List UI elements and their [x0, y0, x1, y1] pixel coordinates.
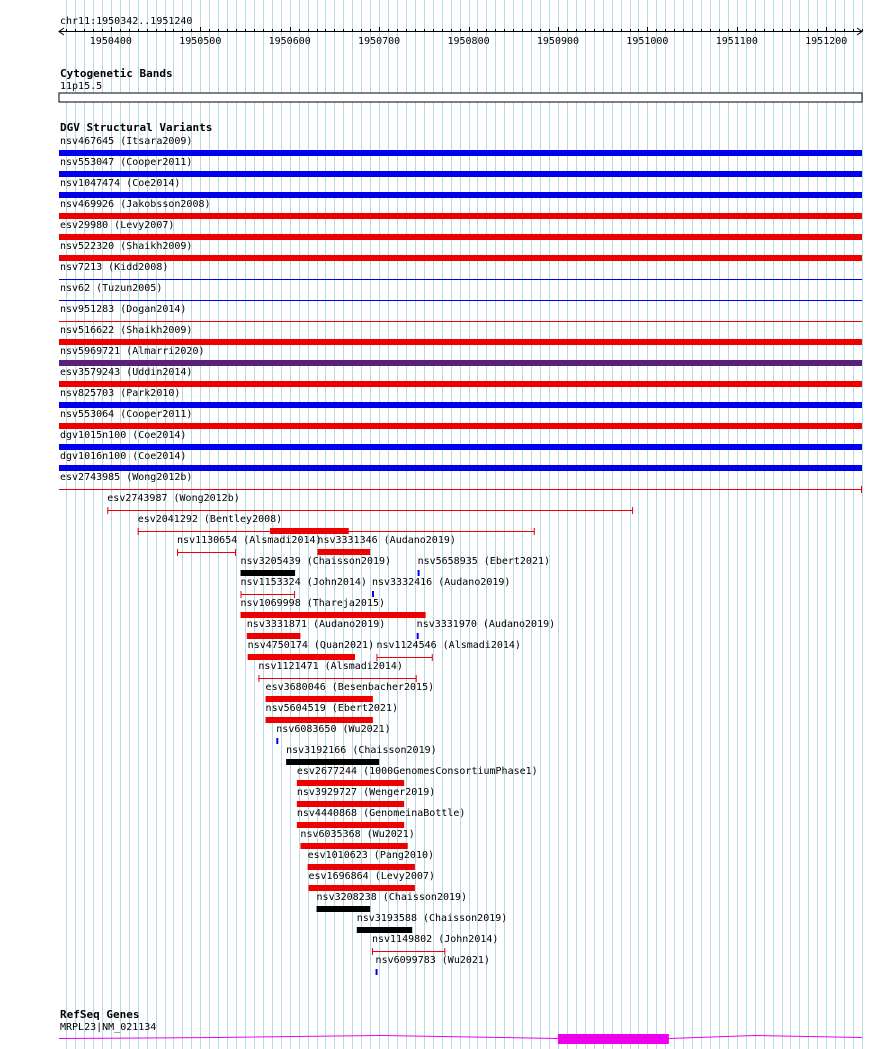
dgv-feature-label: nsv516622 (Shaikh2009)	[60, 325, 193, 336]
dgv-feature-bar[interactable]	[59, 171, 862, 177]
dgv-feature-bar[interactable]	[59, 381, 862, 387]
dgv-feature[interactable]	[418, 556, 550, 576]
dgv-feature-label: nsv553047 (Cooper2011)	[60, 157, 193, 168]
dgv-feature-label: nsv62 (Tuzun2005)	[60, 283, 163, 294]
dgv-feature-bar[interactable]	[59, 444, 862, 450]
dgv-feature-bar[interactable]	[59, 234, 862, 240]
dgv-feature-bar[interactable]	[276, 738, 278, 744]
dgv-feature[interactable]	[247, 619, 385, 639]
ruler-tick-label: 1950500	[179, 36, 222, 47]
dgv-feature[interactable]	[266, 682, 435, 702]
dgv-feature-label: nsv553064 (Cooper2011)	[60, 409, 193, 420]
position-label: chr11:1950342..1951240	[60, 16, 193, 27]
dgv-feature-label: nsv5604519 (Ebert2021)	[265, 703, 399, 714]
dgv-feature-bar[interactable]	[59, 213, 862, 219]
dgv-feature-bar[interactable]	[418, 570, 420, 576]
dgv-feature-bar[interactable]	[59, 423, 862, 429]
dgv-feature[interactable]	[357, 913, 508, 933]
dgv-feature[interactable]	[372, 577, 510, 597]
dgv-feature-bar[interactable]	[297, 780, 404, 786]
dgv-feature[interactable]	[297, 808, 466, 828]
dgv-feature-label: dgv1015n100 (Coe2014)	[60, 430, 187, 441]
dgv-feature[interactable]	[248, 640, 374, 660]
dgv-feature-label: esv1010623 (Pang2010)	[307, 850, 435, 861]
dgv-feature[interactable]	[317, 535, 455, 555]
cytoband-track-title: Cytogenetic Bands	[60, 67, 173, 80]
dgv-feature-label: esv3579243 (Uddin2014)	[60, 367, 193, 378]
dgv-feature-label: esv1696864 (Levy2007)	[308, 871, 435, 882]
ruler-axis	[59, 27, 863, 47]
dgv-feature-bar[interactable]	[248, 654, 355, 660]
dgv-feature[interactable]	[241, 556, 392, 576]
dgv-feature[interactable]	[317, 892, 468, 912]
dgv-feature-bar[interactable]	[266, 717, 373, 723]
dgv-feature-label: nsv6083650 (Wu2021)	[276, 724, 391, 735]
dgv-feature-label: nsv1124546 (Alsmadi2014)	[376, 640, 521, 651]
dgv-feature-label: nsv3332416 (Audano2019)	[371, 577, 511, 588]
dgv-feature-bar[interactable]	[59, 255, 862, 261]
dgv-feature[interactable]	[241, 577, 367, 598]
dgv-feature-label: nsv469926 (Jakobsson2008)	[60, 199, 211, 210]
dgv-feature-bar[interactable]	[59, 192, 862, 198]
dgv-feature-bar[interactable]	[59, 150, 862, 156]
dgv-feature-bar[interactable]	[59, 339, 862, 345]
dgv-feature[interactable]	[297, 766, 538, 786]
dgv-feature-bar[interactable]	[59, 465, 862, 471]
dgv-feature-label: nsv825703 (Park2010)	[60, 388, 181, 399]
dgv-feature-label: nsv1130654 (Alsmadi2014)	[177, 535, 322, 546]
dgv-feature-label: esv2743985 (Wong2012b)	[60, 472, 193, 483]
dgv-feature-bar[interactable]	[372, 591, 374, 597]
ruler-tick-label: 1950600	[268, 36, 311, 47]
dgv-feature-label: nsv951283 (Dogan2014)	[60, 304, 187, 315]
ruler-tick-label: 1951100	[715, 36, 758, 47]
dgv-feature-label: esv2743987 (Wong2012b)	[107, 493, 240, 504]
dgv-feature-label: nsv3331871 (Audano2019)	[246, 619, 386, 630]
dgv-feature-label: nsv1121471 (Alsmadi2014)	[258, 661, 403, 672]
refseq-track-title: RefSeq Genes	[60, 1008, 140, 1021]
ruler-tick-label: 1951000	[626, 36, 669, 47]
dgv-feature-bar[interactable]	[308, 885, 414, 891]
dgv-feature-label: nsv6035368 (Wu2021)	[300, 829, 415, 840]
dgv-feature-label: esv29980 (Levy2007)	[60, 220, 175, 231]
cytoband-name: 11p15.5	[60, 81, 103, 92]
ruler-tick-label: 1950400	[89, 36, 132, 47]
dgv-feature-label: nsv7213 (Kidd2008)	[60, 262, 169, 273]
dgv-feature[interactable]	[376, 955, 490, 975]
ruler-tick-label: 1950700	[358, 36, 401, 47]
dgv-feature-label: nsv3331970 (Audano2019)	[416, 619, 556, 630]
dgv-feature-label: nsv5658935 (Ebert2021)	[417, 556, 551, 567]
dgv-feature-label: nsv467645 (Itsara2009)	[60, 136, 193, 147]
ruler-tick-label: 1950900	[536, 36, 580, 47]
dgv-feature-label: nsv1069998 (Thareja2015)	[240, 598, 386, 609]
dgv-feature-bar[interactable]	[300, 843, 407, 849]
dgv-feature-bar[interactable]	[247, 633, 301, 639]
dgv-feature[interactable]	[417, 619, 555, 639]
dgv-feature-bar[interactable]	[297, 801, 404, 807]
dgv-feature[interactable]	[258, 661, 416, 682]
dgv-feature-label: nsv3929727 (Wenger2019)	[296, 787, 436, 798]
dgv-feature-bar[interactable]	[59, 360, 862, 366]
dgv-feature-bar[interactable]	[266, 696, 373, 702]
cytoband-bar[interactable]	[59, 93, 862, 102]
dgv-track-title: DGV Structural Variants	[60, 121, 213, 134]
dgv-feature-label: nsv4750174 (Quan2021)	[247, 640, 375, 651]
ruler-tick-label: 1951200	[805, 36, 848, 47]
dgv-feature-label: nsv3192166 (Chaisson2019)	[286, 745, 437, 756]
dgv-feature-label: nsv522320 (Shaikh2009)	[60, 241, 193, 252]
dgv-feature-bar[interactable]	[241, 612, 426, 618]
dgv-feature-bar[interactable]	[270, 528, 349, 534]
dgv-feature-label: nsv3331346 (Audano2019)	[317, 535, 456, 546]
dgv-feature-label: nsv1149802 (John2014)	[371, 934, 499, 945]
dgv-feature[interactable]	[286, 745, 437, 765]
dgv-feature-bar[interactable]	[317, 906, 371, 912]
dgv-feature-label: esv3680046 (Besenbacher2015)	[265, 682, 435, 693]
dgv-feature-bar[interactable]	[297, 822, 404, 828]
dgv-feature-label: esv2041292 (Bentley2008)	[137, 514, 283, 525]
dgv-feature[interactable]	[266, 703, 398, 723]
dgv-feature-label: esv2677244 (1000GenomesConsortiumPhase1)	[296, 766, 538, 777]
dgv-feature-bar[interactable]	[286, 759, 379, 765]
dgv-feature-label: nsv1153324 (John2014)	[240, 577, 367, 588]
dgv-feature-label: nsv4440868 (GenomeinaBottle)	[296, 808, 466, 819]
dgv-feature-label: dgv1016n100 (Coe2014)	[60, 451, 187, 462]
dgv-feature-bar[interactable]	[417, 633, 419, 639]
dgv-feature-bar[interactable]	[59, 402, 862, 408]
dgv-feature-bar[interactable]	[317, 549, 370, 555]
refseq-gene-label: MRPL23|NM_021134	[60, 1022, 157, 1033]
dgv-feature[interactable]	[138, 514, 535, 535]
dgv-feature[interactable]	[276, 724, 390, 744]
dgv-feature[interactable]	[372, 934, 498, 955]
dgv-feature[interactable]	[300, 829, 414, 849]
dgv-feature-label: nsv6099783 (Wu2021)	[375, 955, 490, 966]
refseq-exon[interactable]	[558, 1034, 669, 1044]
dgv-feature-bar[interactable]	[241, 570, 296, 576]
dgv-feature[interactable]	[376, 640, 521, 661]
dgv-feature-bar[interactable]	[376, 969, 378, 975]
dgv-feature-label: nsv1047474 (Coe2014)	[60, 178, 181, 189]
ruler-tick-label: 1950800	[447, 36, 490, 47]
dgv-feature-label: nsv3205439 (Chaisson2019)	[240, 556, 392, 567]
dgv-feature-bar[interactable]	[357, 927, 412, 933]
dgv-feature-label: nsv3208238 (Chaisson2019)	[316, 892, 468, 903]
dgv-feature-bar[interactable]	[308, 864, 415, 870]
dgv-feature-label: nsv5969721 (Almarri2020)	[60, 346, 205, 357]
dgv-feature[interactable]	[297, 787, 435, 807]
dgv-feature-label: nsv3193588 (Chaisson2019)	[356, 913, 508, 924]
